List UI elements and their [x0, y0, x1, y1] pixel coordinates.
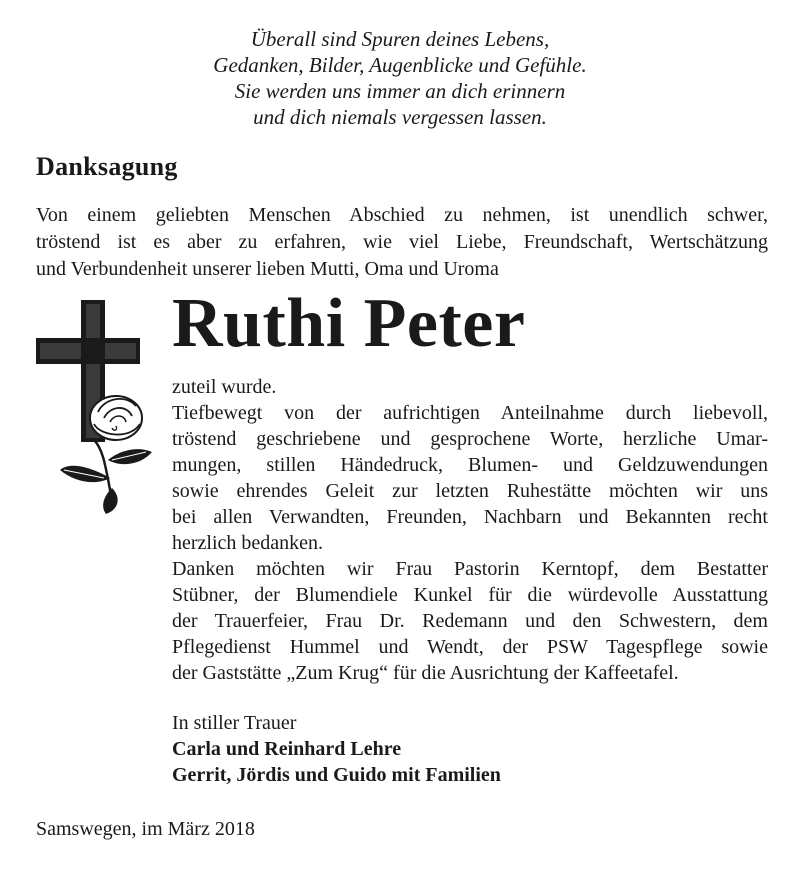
body-line: der Gaststätte „Zum Krug“ für die Ausrichtung der Kaffeetafel. [172, 662, 679, 684]
body-paragraph [172, 374, 768, 686]
intro-line: und Verbundenheit unserer lieben Mutti, Oma und Uroma [36, 258, 499, 280]
place-date: Samswegen, im März 2018 [36, 818, 255, 840]
family-name: Carla und Reinhard Lehre [172, 738, 402, 760]
poem-line: Überall sind Spuren deines Lebens, [250, 27, 550, 51]
body-line: tröstend geschriebene und gesprochene Worte, herzliche Umar- [172, 428, 768, 450]
body-line: Pflegedienst Hummel und Wendt, der PSW Tagespflege sowie [172, 636, 768, 658]
intro-line: Von einem geliebten Menschen Abschied zu nehmen, ist unendlich schwer, [36, 204, 768, 226]
signoff [172, 710, 501, 788]
intro-line: tröstend ist es aber zu erfahren, wie viel Liebe, Freundschaft, Wertschätzung [36, 231, 768, 253]
poem-line: Gedanken, Bilder, Augenblicke und Gefühle. [213, 53, 587, 77]
body-line: der Trauerfeier, Frau Dr. Redemann und den Schwestern, dem [172, 610, 768, 632]
signoff-intro: In stiller Trauer [172, 712, 297, 734]
intro-paragraph [36, 202, 768, 283]
body-line: mungen, stillen Händedruck, Blumen- und Geldzuwendungen [172, 454, 768, 476]
body-line: sowie ehrendes Geleit zur letzten Ruhestätte möchten wir uns [172, 480, 768, 502]
poem-line: und dich niemals vergessen lassen. [253, 105, 547, 129]
deceased-name: Ruthi Peter [172, 285, 526, 362]
body-line: bei allen Verwandten, Freunden, Nachbarn und Bekannten recht [172, 506, 768, 528]
body-line: Stübner, der Blumendiele Kunkel für die würdevolle Ausstattung [172, 584, 768, 606]
body-line: herzlich bedanken. [172, 532, 324, 554]
body-line: Tiefbewegt von der aufrichtigen Anteilnahme durch liebevoll, [172, 402, 768, 424]
poem-line: Sie werden uns immer an dich erinnern [234, 79, 566, 103]
rose-icon [60, 396, 152, 514]
family-name: Gerrit, Jördis und Guido mit Familien [172, 764, 501, 786]
page-title: Danksagung [36, 152, 178, 181]
body-line: zuteil wurde. [172, 376, 277, 398]
body-line: Danken möchten wir Frau Pastorin Kerntopf, dem Bestatter [172, 558, 768, 580]
poem [0, 26, 800, 130]
cross-rose-graphic [34, 300, 164, 515]
